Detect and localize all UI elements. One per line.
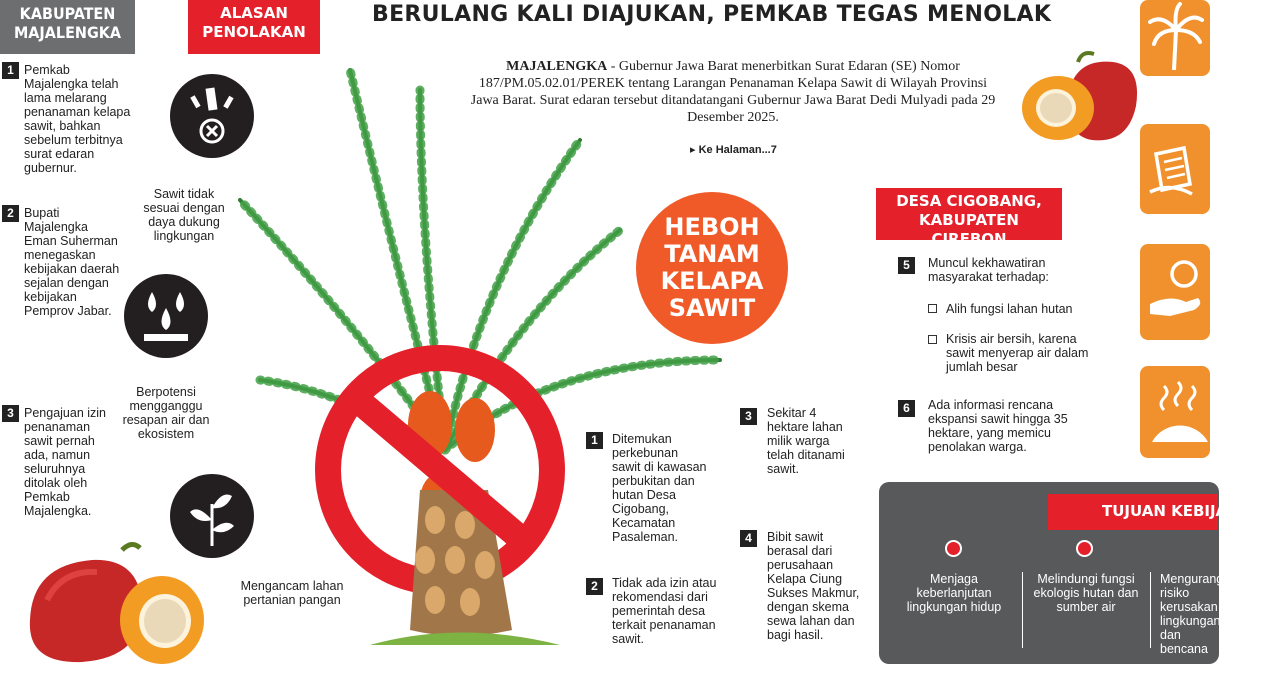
- tag-kabupaten-line2: MAJALENGKA: [13, 23, 122, 42]
- reason-2-text: Berpotensi mengganggu resapan air dan ekosistem: [122, 385, 210, 441]
- middle-item-4: Bibit sawit berasal dari perusahaan Kelapa Ciung Sukses Makmur, dengan skema sewa lahan dan bagi hasil.: [767, 530, 860, 642]
- item-number-3: 3: [2, 405, 19, 422]
- tujuan-divider-2: [1150, 572, 1151, 648]
- checkbox-krisis-air: [928, 335, 937, 344]
- tujuan-item-1: Menjaga keberlanjutan lingkungan hidup: [906, 572, 1002, 614]
- check-item-1: Alih fungsi lahan hutan: [946, 302, 1073, 316]
- badge-line1: HEBOH: [664, 213, 760, 241]
- middle-number-3: 3: [740, 408, 757, 425]
- kabupaten-item-2: Bupati Majalengka Eman Suherman menegaskan kebijakan daerah sejalan dengan kebijakan Pemprov Jabar.: [24, 206, 120, 318]
- tujuan-item-3: Mengurangi risiko kerusakan lingkungan dan bencana: [1160, 572, 1227, 656]
- tag-alasan-line2: PENOLAKAN: [202, 23, 306, 41]
- cigobang-item-6: Ada informasi rencana ekspansi sawit hingga 35 hektare, yang memicu penolakan warga.: [928, 398, 1068, 454]
- heboh-badge: [636, 192, 788, 344]
- middle-number-2: 2: [586, 578, 603, 595]
- badge-line3: KELAPA: [660, 267, 764, 295]
- palm-fruit-illustration: [22, 540, 207, 668]
- middle-item-2: Tidak ada izin atau rekomendasi dari pemerintah desa terkait penanaman sawit.: [612, 576, 717, 646]
- reason-1-text: Sawit tidak sesuai dengan daya dukung lingkungan: [143, 187, 225, 243]
- reason-3-text: Mengancam lahan pertanian pangan: [240, 579, 344, 607]
- kabupaten-item-3: Pengajuan izin penanaman sawit pernah ada, namun seluruhnya ditolak oleh Pemkab Majalengka.: [24, 406, 107, 518]
- item-number-1: 1: [2, 62, 19, 79]
- headline: BERULANG KALI DIAJUKAN, PEMKAB TEGAS MENOLAK: [372, 2, 1052, 27]
- cigobang-item-5: Muncul kekhawatiran masyarakat terhadap:: [928, 256, 1049, 284]
- tag-cigobang-line2: KABUPATEN CIREBON: [919, 211, 1019, 248]
- tag-kabupaten-line1: KABUPATEN: [19, 4, 116, 23]
- kabupaten-item-1: Pemkab Majalengka telah lama melarang penanaman kelapa sawit, bahkan sebelum terbitnya surat edaran gubernur.: [24, 63, 131, 175]
- tag-alasan-line1: ALASAN: [220, 4, 288, 22]
- badge-line2: TANAM: [664, 240, 760, 268]
- water-drops-icon: [124, 274, 208, 358]
- tag-tujuan-kebijakan: [1048, 494, 1263, 530]
- document-tile-icon: [1140, 124, 1210, 214]
- continued-text: Ke Halaman...7: [698, 144, 777, 156]
- cigobang-number-5: 5: [898, 257, 915, 274]
- tag-desa-cigobang: [876, 188, 1062, 248]
- lead-location: MAJALENGKA: [506, 59, 608, 74]
- badge-line4: SAWIT: [668, 294, 756, 322]
- hand-idea-tile-icon: [1140, 244, 1210, 340]
- check-item-2: Krisis air bersih, karena sawit menyerap air dalam jumlah besar: [946, 332, 1089, 374]
- checkbox-alih-fungsi: [928, 304, 937, 313]
- tag-cigobang-line1: DESA CIGOBANG,: [896, 192, 1042, 210]
- middle-item-3: Sekitar 4 hektare lahan milik warga telah ditanami sawit.: [767, 406, 845, 476]
- tujuan-item-2: Melindungi fungsi ekologis hutan dan sumber air: [1033, 572, 1139, 614]
- arrow-right-icon: ▸: [690, 144, 696, 156]
- middle-item-1: Ditemukan perkebunan sawit di kawasan perbukitan dan hutan Desa Cigobang, Kecamatan Pasaleman.: [612, 432, 707, 544]
- item-number-2: 2: [2, 205, 19, 222]
- tujuan-divider-1: [1022, 572, 1023, 648]
- tag-tujuan-text: TUJUAN KEBIJAKAN: [1102, 502, 1263, 520]
- middle-number-1: 1: [586, 432, 603, 449]
- cigobang-number-6: 6: [898, 400, 915, 417]
- tujuan-dot-2: [1076, 540, 1093, 557]
- heat-earth-tile-icon: [1140, 366, 1210, 458]
- palm-tree-prohibited-illustration: [220, 30, 780, 670]
- tag-kabupaten-majalengka: [0, 0, 135, 54]
- palm-tree-tile-icon: [1140, 0, 1210, 76]
- palm-fruit-small-illustration: [1018, 48, 1142, 148]
- tujuan-dot-1: [945, 540, 962, 557]
- middle-number-4: 4: [740, 530, 757, 547]
- lead-text: - Gubernur Jawa Barat menerbitkan Surat Edaran (SE) Nomor 187/PM.05.02.01/PEREK tentang Larangan Penanaman Kelapa Sawit di Wilayah Provinsi Jawa Barat. Surat edaran tersebut ditandatangani Gubernur Jawa Barat Dedi Mulyadi pada 29 Desember 2025.: [470, 59, 996, 125]
